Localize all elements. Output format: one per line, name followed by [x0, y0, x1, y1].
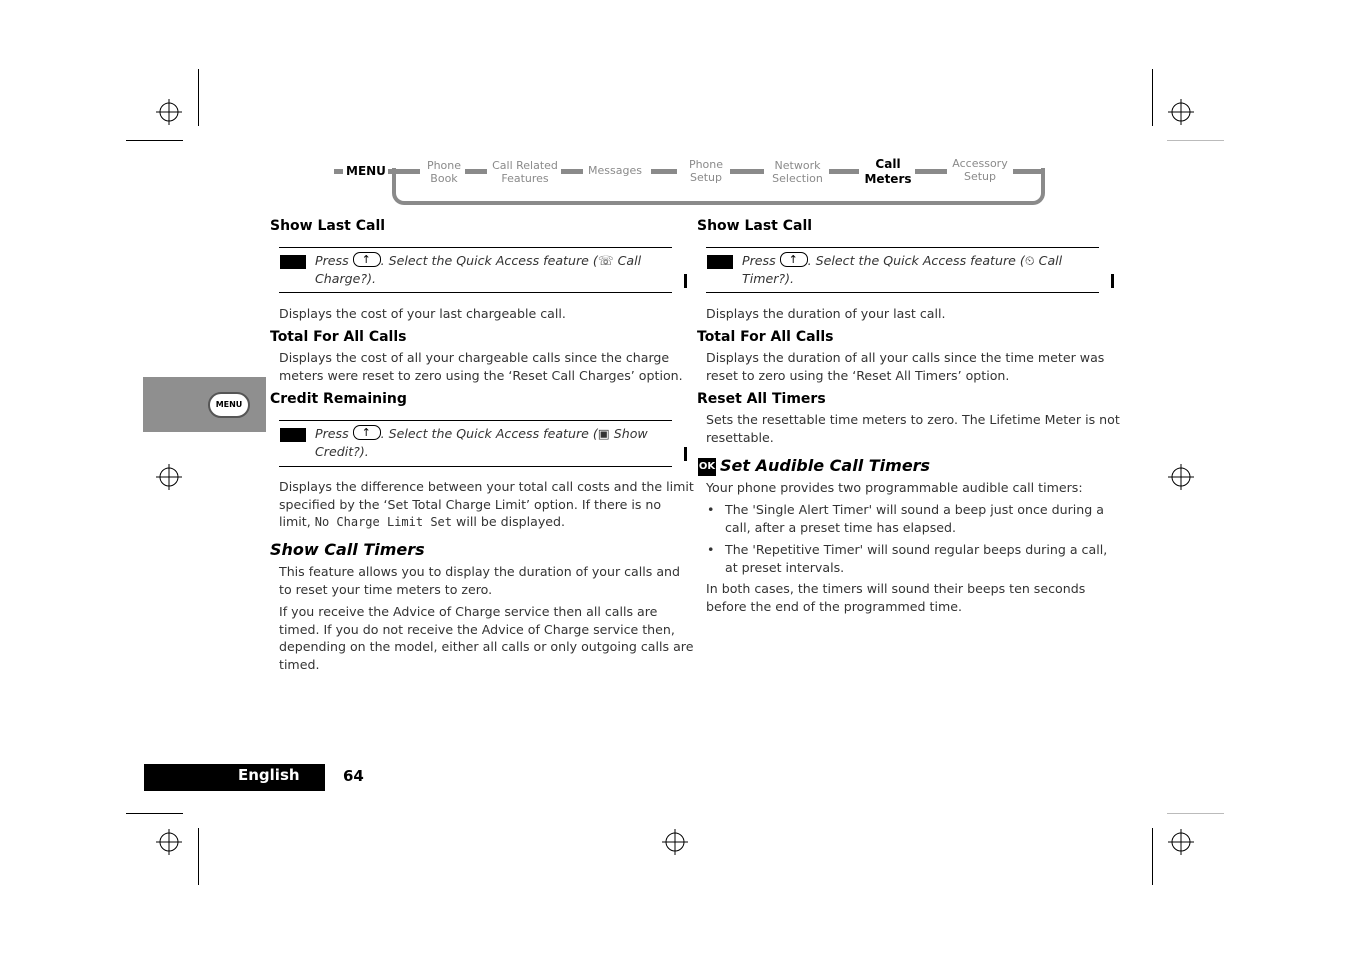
up-key-icon — [353, 425, 381, 440]
text-show-call-timers-1: This feature allows you to display the duration of your calls and to reset your time meters to zero. — [279, 564, 681, 597]
nav-connector — [829, 169, 859, 174]
heading-show-last-call-timer: Show Last Call — [697, 218, 813, 234]
up-key-icon — [353, 252, 381, 267]
nav-item-phone-setup[interactable]: Phone Setup — [688, 158, 724, 184]
crop-mark — [1152, 828, 1153, 885]
text-reset-all-timers: Sets the resettable time meters to zero. The Lifetime Meter is not resettable. — [706, 412, 1120, 445]
heading-credit-remaining: Credit Remaining — [270, 391, 407, 407]
nav-connector — [465, 169, 487, 174]
registration-mark-icon — [1168, 99, 1194, 125]
nav-item-accessory-setup[interactable]: Accessory Setup — [952, 157, 1008, 183]
text-total-duration: Displays the duration of all your calls since the time meter was reset to zero using the ‘Reset All Timers’ option. — [706, 350, 1105, 383]
registration-mark-icon — [1168, 829, 1194, 855]
text-audible-closing: In both cases, the timers will sound their beeps ten seconds before the end of the programmed time. — [706, 581, 1086, 614]
change-bar — [684, 447, 687, 461]
up-key-icon — [780, 252, 808, 267]
shortcut-z-icon — [280, 255, 306, 269]
nav-item-network-selection[interactable]: Network Selection — [772, 159, 823, 185]
text-credit-remaining: Displays the difference between your total call costs and the limit specified by the ‘Set Total Charge Limit’ option. If there is no limit, No Charge Limit Set will be displayed. — [279, 479, 694, 530]
text-show-last-call-duration: Displays the duration of your last call. — [706, 306, 946, 321]
registration-mark-icon — [662, 829, 688, 855]
nav-connector — [1013, 169, 1043, 174]
nav-connector — [915, 169, 947, 174]
bullet-dot: • — [707, 502, 715, 517]
text-total-for-all-calls: Displays the cost of all your chargeable calls since the charge meters were reset to zero using the ‘Reset Call Charges’ option. — [279, 350, 683, 383]
call-charge-icon: ☏ — [597, 253, 614, 268]
crop-mark — [198, 828, 199, 885]
nav-item-call-related-features[interactable]: Call Related Features — [492, 159, 558, 185]
crop-mark — [1167, 813, 1224, 814]
text-show-call-timers-2: If you receive the Advice of Charge service then all calls are timed. If you do not receive the Advice of Charge service then, depending on the model, either all calls or only outgoing calls are timed. — [279, 604, 694, 672]
language-label: English — [238, 766, 300, 784]
heading-set-audible-call-timers: Set Audible Call Timers — [720, 456, 931, 475]
crop-mark — [198, 69, 199, 126]
heading-total-for-all-calls-timer: Total For All Calls — [697, 329, 834, 345]
nav-connector — [561, 169, 583, 174]
change-bar — [1111, 274, 1114, 288]
bullet-dot: • — [707, 542, 715, 557]
shortcut-z-icon — [280, 428, 306, 442]
note-quick-access-call-charge: Press ↑ . Select the Quick Access feature (☏ Call Charge?). — [279, 247, 672, 293]
registration-mark-icon — [156, 99, 182, 125]
heading-total-for-all-calls: Total For All Calls — [270, 329, 407, 345]
text-audible-intro: Your phone provides two programmable audible call timers: — [706, 480, 1083, 495]
registration-mark-icon — [156, 464, 182, 490]
menu-button-icon: MENU — [208, 392, 250, 418]
registration-mark-icon — [156, 829, 182, 855]
text-show-last-call-cost: Displays the cost of your last chargeable call. — [279, 306, 566, 321]
crop-mark — [126, 813, 183, 814]
nav-item-phone-book[interactable]: Phone Book — [426, 159, 462, 185]
crop-mark — [1167, 140, 1224, 141]
nav-connector — [730, 169, 764, 174]
nav-connector — [388, 169, 420, 174]
list-item: The 'Single Alert Timer' will sound a beep just once during a call, after a preset time has elapsed. — [725, 502, 1104, 535]
change-bar — [684, 274, 687, 288]
nav-item-messages[interactable]: Messages — [588, 164, 642, 177]
note-quick-access-show-credit: Press ↑ . Select the Quick Access feature (▣ Show Credit?). — [279, 420, 672, 467]
heading-reset-all-timers: Reset All Timers — [697, 391, 826, 407]
note-quick-access-call-timer: Press ↑ . Select the Quick Access feature (⏲ Call Timer?). — [706, 247, 1099, 293]
call-timer-icon: ⏲ — [1024, 253, 1035, 268]
heading-show-call-timers: Show Call Timers — [270, 540, 425, 559]
crop-mark — [1152, 69, 1153, 126]
nav-item-call-meters[interactable]: Call Meters — [864, 157, 912, 186]
heading-show-last-call: Show Last Call — [270, 218, 386, 234]
crop-mark — [126, 140, 183, 141]
registration-mark-icon — [1168, 464, 1194, 490]
shortcut-z-icon — [707, 255, 733, 269]
list-item: The 'Repetitive Timer' will sound regular beeps during a call, at preset intervals. — [725, 542, 1108, 575]
page-number: 64 — [343, 767, 364, 785]
show-credit-icon: ▣ — [597, 426, 610, 441]
nav-connector — [651, 169, 677, 174]
ok-icon: OK — [698, 458, 716, 476]
nav-menu-label: MENU — [334, 164, 386, 178]
